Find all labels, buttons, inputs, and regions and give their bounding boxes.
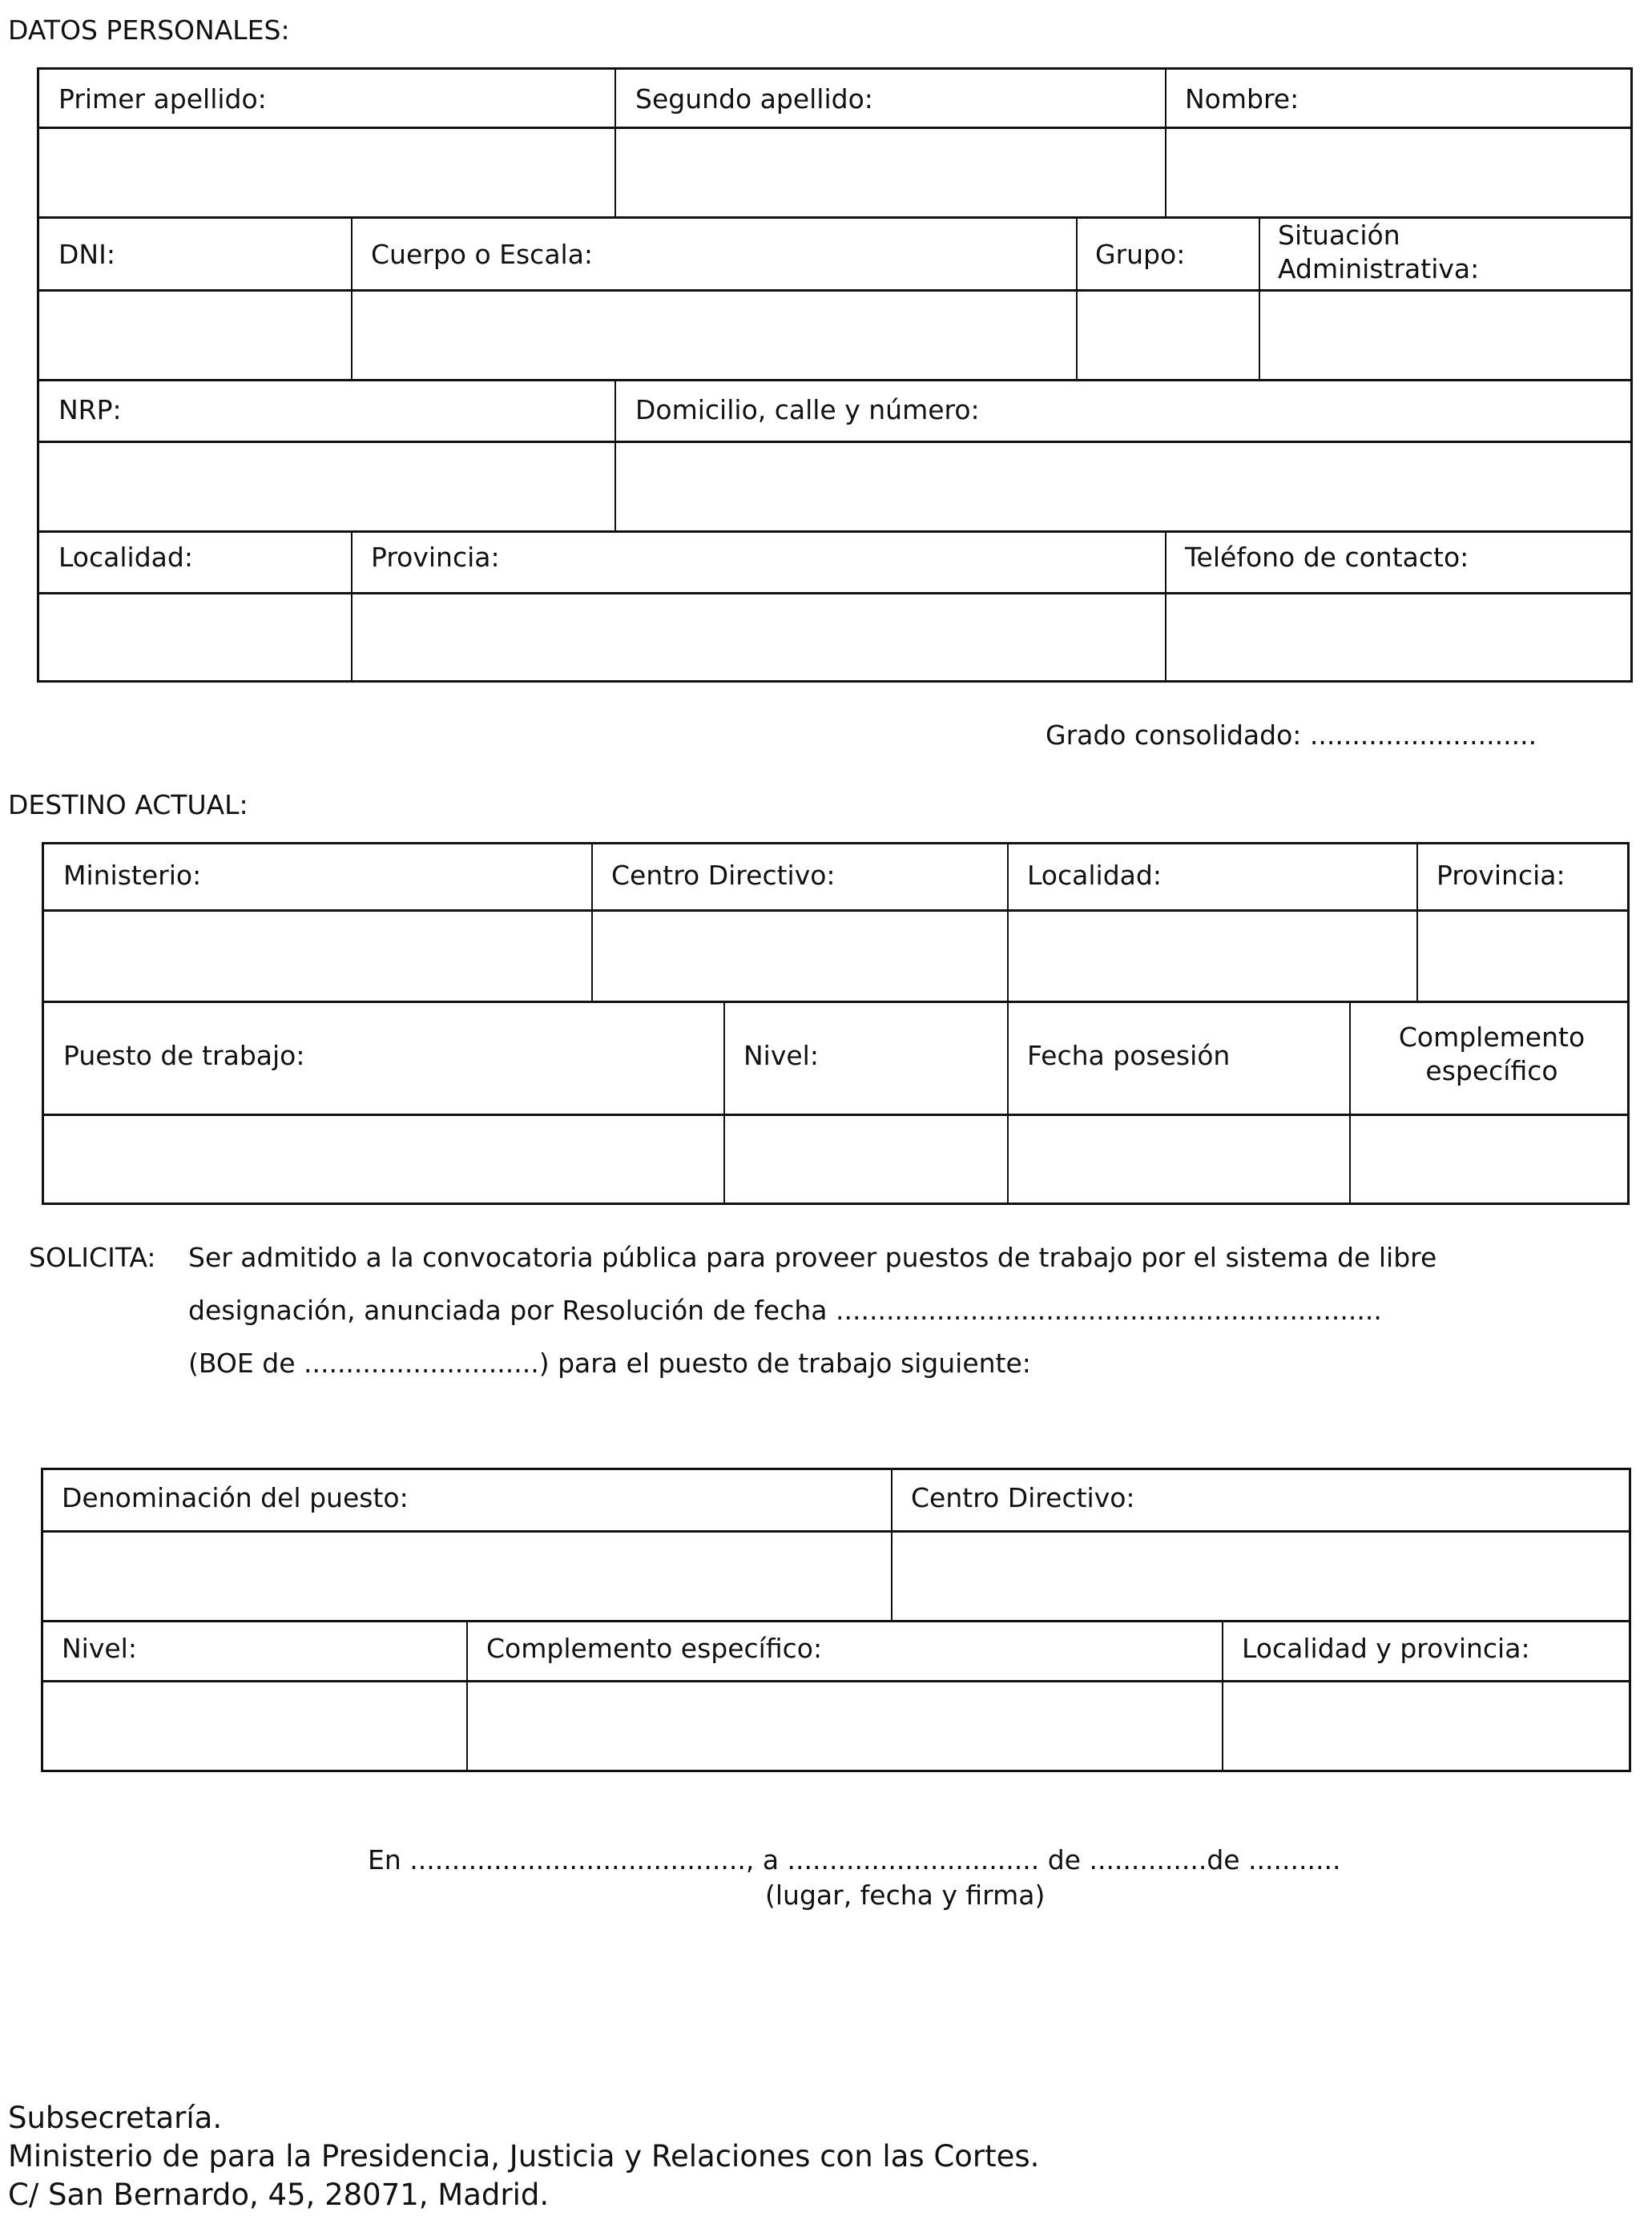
complemento-label-2: específico [1425, 1055, 1558, 1086]
nombre-field[interactable] [1167, 129, 1632, 216]
dni-field[interactable] [39, 292, 350, 378]
destino-actual-heading: DESTINO ACTUAL: [8, 789, 248, 820]
complemento-label-1: Complemento [1398, 1021, 1586, 1053]
solicita-line-2[interactable]: designación, anunciada por Resolución de fecha ................................................................. [188, 1295, 1382, 1326]
puesto-trabajo-label: Puesto de trabajo: [63, 1040, 305, 1071]
grupo-field[interactable] [1078, 292, 1258, 378]
grupo-label: Grupo: [1095, 239, 1186, 270]
localidad-field[interactable] [39, 594, 350, 681]
nivel-label: Nivel: [743, 1040, 819, 1071]
solicita-line-3[interactable]: (BOE de ............................) para el puesto de trabajo siguiente: [188, 1348, 1031, 1379]
footer-address: C/ San Bernardo, 45, 28071, Madrid. [8, 2178, 550, 2212]
situacion-label-2: Administrativa: [1278, 253, 1480, 284]
nrp-field[interactable] [39, 443, 613, 530]
centro-directivo-field[interactable] [594, 912, 1006, 1000]
domicilio-label: Domicilio, calle y número: [635, 394, 980, 425]
primer-apellido-label: Primer apellido: [58, 83, 267, 115]
localidad-provincia-label: Localidad y provincia: [1242, 1633, 1530, 1664]
domicilio-field[interactable] [617, 443, 1632, 530]
puesto-solicitado-table [41, 1468, 1631, 1772]
centro-directivo-field[interactable] [893, 1533, 1630, 1619]
segundo-apellido-field[interactable] [617, 129, 1164, 216]
dni-label: DNI: [58, 239, 115, 270]
footer-subsecretaria: Subsecretaría. [8, 2101, 223, 2135]
localidad-label: Localidad: [1027, 860, 1162, 891]
situacion-field[interactable] [1261, 292, 1632, 378]
complemento-especifico-field[interactable] [469, 1682, 1221, 1771]
nivel-label: Nivel: [62, 1633, 137, 1664]
grado-consolidado[interactable]: Grado consolidado: ........................... [1046, 719, 1537, 751]
provincia-label: Provincia: [1436, 860, 1565, 891]
localidad-field[interactable] [1009, 912, 1416, 1000]
provincia-field[interactable] [353, 594, 1164, 681]
fecha-posesion-field[interactable] [1009, 1116, 1348, 1203]
localidad-provincia-field[interactable] [1224, 1682, 1630, 1771]
denominacion-field[interactable] [43, 1533, 890, 1619]
nivel-field[interactable] [726, 1116, 1006, 1203]
solicita-line-1: Ser admitido a la convocatoria pública para proveer puestos de trabajo por el sistema de libre [188, 1242, 1437, 1273]
denominacion-label: Denominación del puesto: [62, 1482, 409, 1513]
cuerpo-escala-label: Cuerpo o Escala: [371, 239, 594, 270]
ministerio-field[interactable] [44, 912, 590, 1000]
localidad-label: Localidad: [58, 542, 193, 573]
personal-data-heading: DATOS PERSONALES: [8, 14, 290, 46]
nrp-label: NRP: [58, 394, 122, 425]
primer-apellido-field[interactable] [39, 129, 613, 216]
telefono-label: Teléfono de contacto: [1185, 542, 1469, 573]
complemento-field[interactable] [1352, 1116, 1627, 1203]
signature-place-date-line[interactable]: En ........................................, a .............................. de ..............de ........... [368, 1844, 1341, 1875]
solicita-label: SOLICITA: [29, 1242, 156, 1273]
personal-data-table [37, 67, 1633, 683]
cuerpo-escala-field[interactable] [353, 292, 1074, 378]
signature-caption: (lugar, fecha y firma) [765, 1880, 1046, 1911]
complemento-especifico-label: Complemento específico: [486, 1633, 823, 1664]
destino-actual-table [42, 842, 1630, 1205]
centro-directivo-label: Centro Directivo: [611, 860, 836, 891]
footer-ministerio: Ministerio de para la Presidencia, Justicia y Relaciones con las Cortes. [8, 2139, 1040, 2174]
telefono-field[interactable] [1167, 594, 1632, 681]
provincia-field[interactable] [1419, 912, 1627, 1000]
situacion-label-1: Situación [1278, 220, 1400, 251]
fecha-posesion-label: Fecha posesión [1027, 1040, 1231, 1071]
nivel-field[interactable] [43, 1682, 465, 1771]
ministerio-label: Ministerio: [63, 860, 202, 891]
centro-directivo-label: Centro Directivo: [911, 1482, 1135, 1513]
nombre-label: Nombre: [1185, 83, 1299, 115]
provincia-label: Provincia: [371, 542, 500, 573]
puesto-trabajo-field[interactable] [44, 1116, 723, 1203]
segundo-apellido-label: Segundo apellido: [635, 83, 873, 115]
